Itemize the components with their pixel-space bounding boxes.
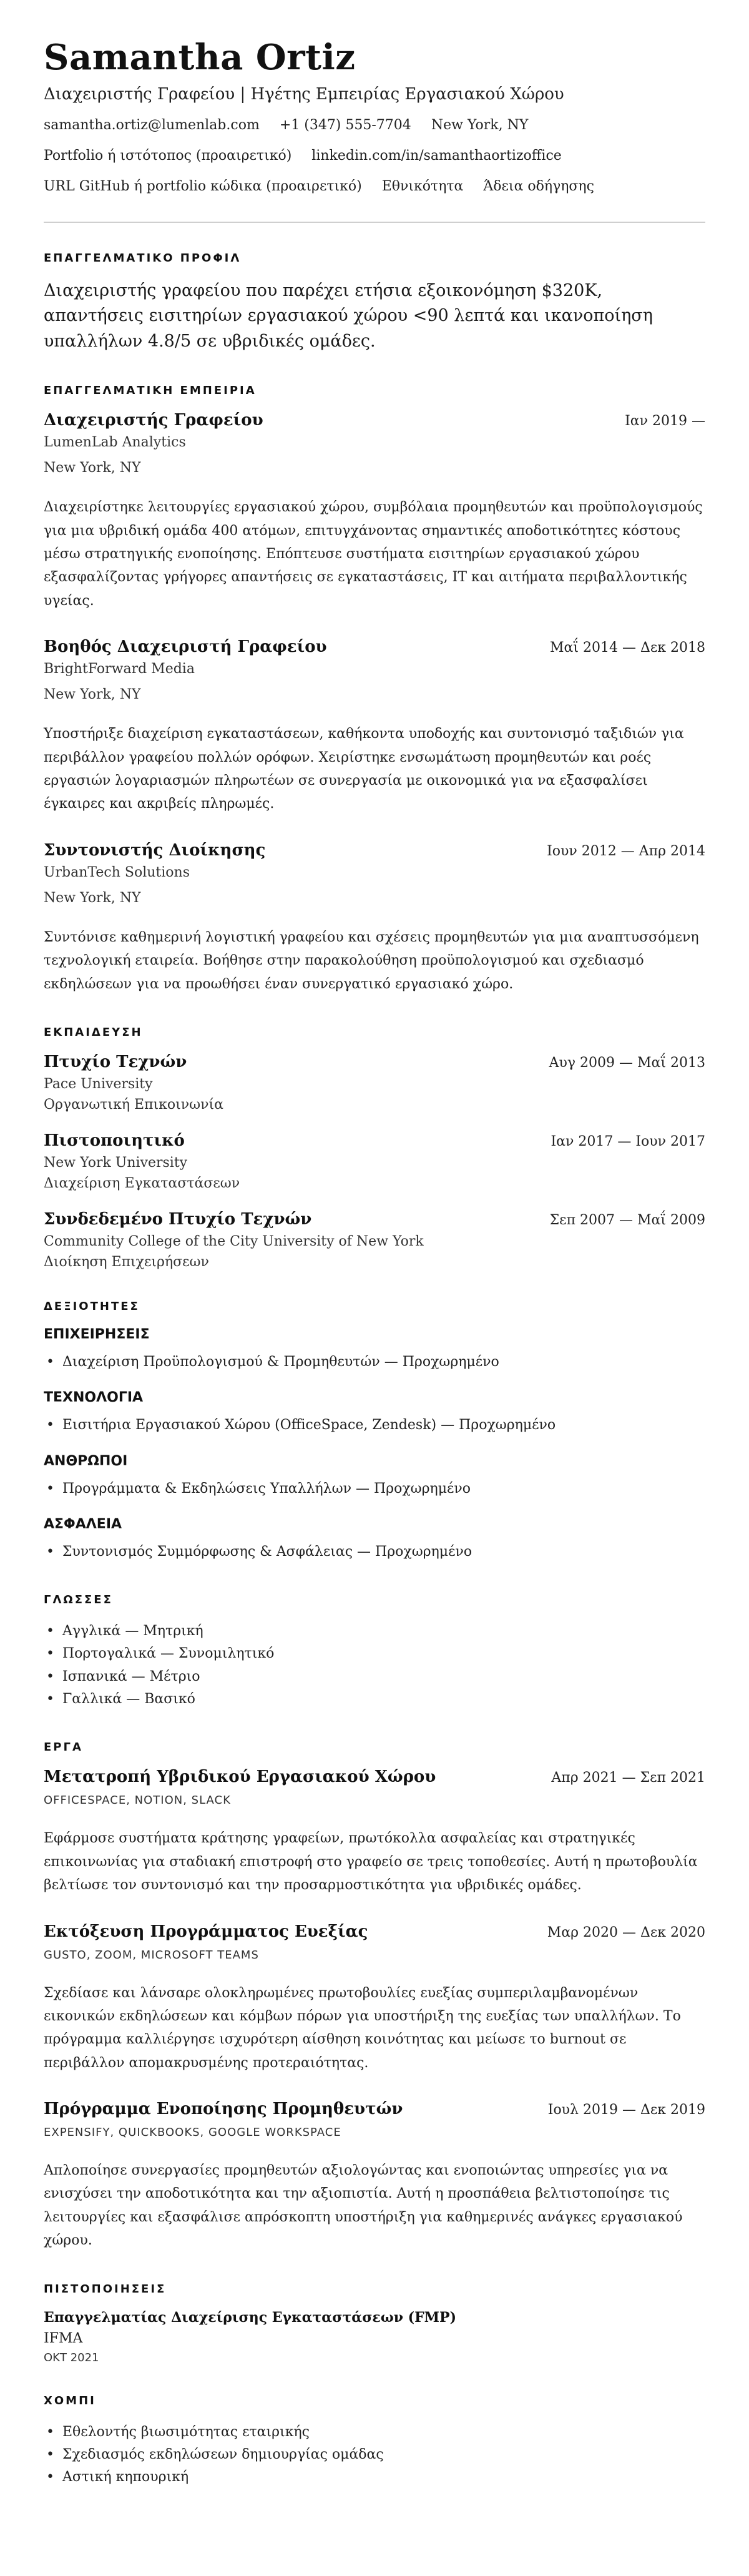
hobbies-section <box>44 2394 705 2489</box>
skill-item: • Διαχείριση Προϋπολογισμού & Προμηθευτών — Προχωρημένο <box>44 1351 705 1374</box>
github-link[interactable]: URL GitHub ή portfolio κώδικα (προαιρετικό) <box>44 178 362 194</box>
project-name: Πρόγραμμα Ενοποίησης Προμηθευτών <box>44 2100 403 2119</box>
experience-entry <box>44 637 705 816</box>
nationality-text: Εθνικότητα <box>381 178 464 194</box>
project-entry <box>44 1922 705 2075</box>
skills-section <box>44 1300 705 1563</box>
project-entry <box>44 1767 705 1897</box>
section-title: ΕΚΠΑΙΔΕΥΣΗ <box>44 1025 143 1039</box>
education-date: Σεπ 2007 — Μαΐ 2009 <box>549 1212 705 1228</box>
entry-head <box>44 1131 705 1150</box>
education-entry <box>44 1053 705 1113</box>
headline: Διαχειριστής Γραφείου | Ηγέτης Εμπειρίας Εργασιακού Χώρου <box>44 85 564 104</box>
job-date: Ιαν 2019 — <box>625 413 705 430</box>
job-description: Συντόνισε καθημερινή λογιστική γραφείου και σχέσεις προμηθευτών για μια αναπτυσσόμενη τεχνολογική εταιρεία. Βοήθησε στην παρακολούθηση προϋπολογισμού και σχεδιασμό εκδηλώσεων για να προωθήσει έναν συνεργατικό εργασιακό χώρο. <box>44 929 699 992</box>
education-entry <box>44 1131 705 1191</box>
project-tech: OFFICESPACE, NOTION, SLACK <box>44 1794 231 1807</box>
field-of-study: Οργανωτική Επικοινωνία <box>44 1096 223 1113</box>
section-title: ΕΠΑΓΓΕΛΜΑΤΙΚΗ ΕΜΠΕΙΡΙΑ <box>44 384 257 398</box>
contact-row-2 <box>44 147 705 166</box>
degree-title: Πτυχίο Τεχνών <box>44 1052 187 1071</box>
language-item: • Γαλλικά — Βασικό <box>44 1688 705 1711</box>
project-tech: EXPENSIFY, QUICKBOOKS, GOOGLE WORKSPACE <box>44 2126 341 2140</box>
section-title: ΕΡΓΑ <box>44 1741 83 1754</box>
skill-item: • Εισιτήρια Εργασιακού Χώρου (OfficeSpace, Zendesk) — Προχωρημένο <box>44 1414 705 1437</box>
project-date: Μαρ 2020 — Δεκ 2020 <box>547 1924 705 1940</box>
hobby-item: • Σχεδιασμός εκδηλώσεων δημιουργίας ομάδας <box>44 2444 705 2466</box>
skill-list <box>44 1351 705 1374</box>
education-section <box>44 1026 705 1270</box>
company-name: UrbanTech Solutions <box>44 864 190 880</box>
skill-list <box>44 1414 705 1437</box>
candidate-name: Samantha Ortiz <box>44 37 356 78</box>
job-title: Βοηθός Διαχειριστή Γραφείου <box>44 637 327 657</box>
phone-text: +1 (347) 555-7704 <box>279 117 411 134</box>
projects-section <box>44 1741 705 2252</box>
job-description: Υποστήριξε διαχείριση εγκαταστάσεων, καθήκοντα υποδοχής και συντονισμό ταξιδιών για περιβάλλον γραφείου πολλών ορόφων. Χειρίστηκε ενσωμάτωση προμηθευτών και ροές εργασιών λογαριασμών πληρωτέων σε συνεργασία με οικονομικά για να εξασφαλίσει έγκαιρες και ακριβείς πληρωμές. <box>44 726 684 812</box>
project-description: Εφάρμοσε συστήματα κράτησης γραφείων, πρωτόκολλα ασφαλείας και στρατηγικές επικοινωνίας για σταδιακή επιστροφή στο γραφείο σε τρεις τοποθεσίες. Αυτή η πρωτοβουλία βελτίωσε τον συντονισμό και την προσαρμοστικότητα για υβριδικές ομάδες. <box>44 1831 698 1894</box>
entry-head <box>44 1053 705 1071</box>
company-name: LumenLab Analytics <box>44 435 186 451</box>
job-description: Διαχειρίστηκε λειτουργίες εργασιακού χώρου, συμβόλαια προμηθευτών και προϋπολογισμούς για μια υβριδική ομάδα 400 ατόμων, επιτυγχάνοντας σημαντικές αποδοτικότητες κόστους μέσω στρατηγικής ενοποίησης. Επόπτευσε συστήματα εισιτηρίων εργασιακού χώρου εξασφαλίζοντας γρήγορες απαντήσεις σε εγκαταστάσεις, IT και αιτήματα περιβαλλοντικής υγείας. <box>44 499 703 609</box>
entry-head <box>44 2100 705 2118</box>
entry-head <box>44 841 705 860</box>
project-date: Απρ 2021 — Σεπ 2021 <box>551 1770 705 1786</box>
hobby-item: • Αστική κηπουρική <box>44 2466 705 2489</box>
hobby-list <box>44 2421 705 2489</box>
language-list <box>44 1620 705 1711</box>
summary-section <box>44 252 705 355</box>
education-entry <box>44 1210 705 1270</box>
entry-head <box>44 637 705 656</box>
skill-category: ΕΠΙΧΕΙΡΗΣΕΙΣ <box>44 1326 150 1342</box>
section-title: ΔΕΞΙΟΤΗΤΕΣ <box>44 1299 140 1313</box>
skill-list <box>44 1478 705 1500</box>
language-item: • Αγγλικά — Μητρική <box>44 1620 705 1643</box>
contact-row-3 <box>44 177 705 197</box>
skill-item: • Συντονισμός Συμμόρφωσης & Ασφάλειας — Προχωρημένο <box>44 1541 705 1563</box>
language-item: • Ισπανικά — Μέτριο <box>44 1666 705 1688</box>
entry-head <box>44 1210 705 1229</box>
degree-title: Συνδεδεμένο Πτυχίο Τεχνών <box>44 1209 312 1229</box>
field-of-study: Διοίκηση Επιχειρήσεων <box>44 1254 209 1270</box>
location-text: New York, NY <box>431 117 529 134</box>
skill-item: • Προγράμματα & Εκδηλώσεις Υπαλλήλων — Προχωρημένο <box>44 1478 705 1500</box>
project-description: Σχεδίασε και λάνσαρε ολοκληρωμένες πρωτοβουλίες ευεξίας συμπεριλαμβανομένων εικονικών εκδηλώσεων και κόμβων πόρων για υποστήριξη της ευεξίας των υπαλλήλων. Το πρόγραμμα καλλιέργησε ισχυρότερη αίσθηση κοινότητας και μείωσε το burnout σε περιβάλλον απομακρυσμένης προτεραιότητας. <box>44 1985 681 2071</box>
skill-category: ΤΕΧΝΟΛΟΓΙΑ <box>44 1390 144 1406</box>
certification-entry <box>44 2309 705 2364</box>
certification-name: Επαγγελματίας Διαχείρισης Εγκαταστάσεων (FMP) <box>44 2309 456 2326</box>
contact-row-1 <box>44 116 705 135</box>
section-title: ΕΠΑΓΓΕΛΜΑΤΙΚΟ ΠΡΟΦΙΛ <box>44 251 242 265</box>
experience-section <box>44 384 705 996</box>
hobby-item: • Εθελοντής βιωσιμότητας εταιρικής <box>44 2421 705 2444</box>
project-description: Απλοποίησε συνεργασίες προμηθευτών αξιολογώντας και ενοποιώντας υπηρεσίες για να ενισχύσει την αποδοτικότητα και την αξιοπιστία. Αυτή η προσπάθεια βελτιστοποίησε τις λειτουργίες και εξασφάλισε απρόσκοπτη υποστήριξη για καθημερινές ανάγκες εργασιακού χώρου. <box>44 2163 683 2249</box>
resume-header <box>44 37 705 197</box>
education-date: Ιαν 2017 — Ιουν 2017 <box>551 1133 705 1149</box>
company-name: BrightForward Media <box>44 661 195 677</box>
project-entry <box>44 2100 705 2253</box>
experience-entry <box>44 411 705 612</box>
field-of-study: Διαχείριση Εγκαταστάσεων <box>44 1175 240 1191</box>
job-date: Μαΐ 2014 — Δεκ 2018 <box>550 640 705 656</box>
school-name: New York University <box>44 1154 188 1171</box>
email-link[interactable]: samantha.ortiz@lumenlab.com <box>44 117 260 134</box>
entry-head <box>44 411 705 430</box>
section-title: ΓΛΩΣΣΕΣ <box>44 1593 113 1607</box>
job-location: New York, NY <box>44 460 141 476</box>
header-divider <box>44 222 705 223</box>
entry-head <box>44 1922 705 1941</box>
job-title: Διαχειριστής Γραφείου <box>44 411 263 430</box>
job-date: Ιουν 2012 — Απρ 2014 <box>547 843 705 859</box>
project-tech: GUSTO, ZOOM, MICROSOFT TEAMS <box>44 1948 259 1962</box>
certifications-section <box>44 2283 705 2364</box>
entry-head <box>44 1767 705 1786</box>
skill-list <box>44 1541 705 1563</box>
job-location: New York, NY <box>44 890 141 906</box>
skill-category: ΑΣΦΑΛΕΙΑ <box>44 1516 122 1532</box>
degree-title: Πιστοποιητικό <box>44 1131 185 1150</box>
languages-section <box>44 1593 705 1711</box>
skill-category: ΑΝΘΡΩΠΟΙ <box>44 1453 128 1469</box>
linkedin-link[interactable]: linkedin.com/in/samanthaortizoffice <box>311 148 562 164</box>
project-name: Εκτόξευση Προγράμματος Ευεξίας <box>44 1922 368 1941</box>
section-title: ΠΙΣΤΟΠΟΙΗΣΕΙΣ <box>44 2282 167 2296</box>
job-location: New York, NY <box>44 687 141 703</box>
education-date: Αυγ 2009 — Μαΐ 2013 <box>549 1054 705 1071</box>
school-name: Pace University <box>44 1076 153 1092</box>
summary-text: Διαχειριστής γραφείου που παρέχει ετήσια εξοικονόμηση $320K, απαντήσεις εισιτηρίων εργασιακού χώρου <90 λεπτά και ικανοποίηση υπαλλήλων 4.8/5 σε υβριδικές ομάδες. <box>44 280 653 351</box>
section-title: ΧΟΜΠΙ <box>44 2394 96 2407</box>
license-text: Άδεια οδήγησης <box>483 178 594 194</box>
portfolio-link[interactable]: Portfolio ή ιστότοπος (προαιρετικό) <box>44 148 292 164</box>
language-item: • Πορτογαλικά — Συνομιλητικό <box>44 1643 705 1665</box>
project-name: Μετατροπή Υβριδικού Εργασιακού Χώρου <box>44 1767 436 1787</box>
school-name: Community College of the City University of New York <box>44 1233 424 1249</box>
job-title: Συντονιστής Διοίκησης <box>44 840 266 860</box>
certification-issuer: IFMA <box>44 2330 83 2346</box>
project-date: Ιουλ 2019 — Δεκ 2019 <box>547 2102 705 2118</box>
certification-date: ΟΚΤ 2021 <box>44 2351 99 2364</box>
experience-entry <box>44 841 705 996</box>
